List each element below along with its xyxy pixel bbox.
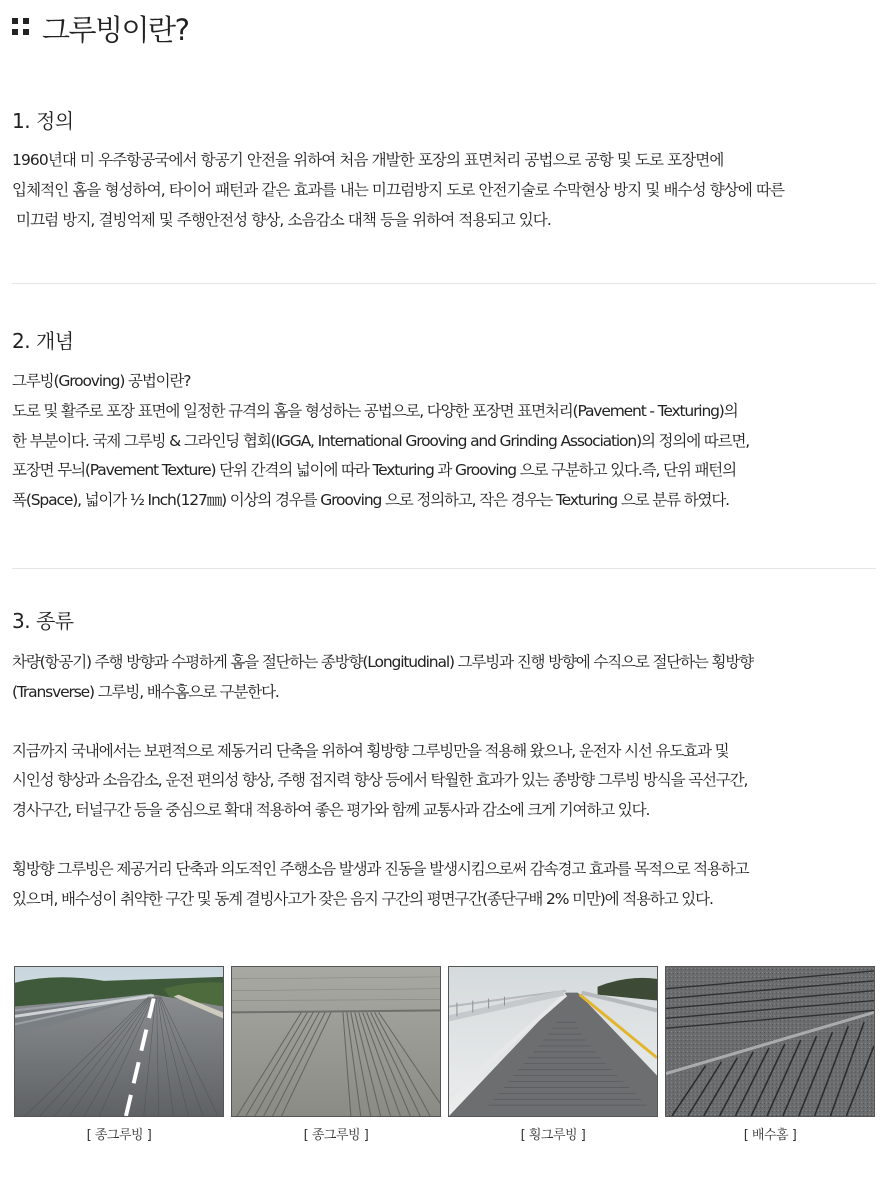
text-line: 한 부분이다. 국제 그루빙 & 그라인딩 협회(IGGA, International Grooving and Grinding Association)의 정의에 따르면, — [12, 431, 750, 450]
section-body — [12, 367, 880, 516]
road-longitudinal-grooving-photo — [14, 966, 224, 1117]
page-header — [12, 8, 188, 48]
text-line: 그루빙(Grooving) 공법이란? — [12, 372, 191, 390]
text-line: 포장면 무늬(Pavement Texture) 단위 간격의 넓이에 따라 Texturing 과 Grooving 으로 구분하고 있다.즉, 단위 패턴의 — [12, 461, 736, 480]
section-body — [12, 146, 880, 235]
pavement-longitudinal-grooving-photo — [231, 966, 441, 1117]
section-divider — [12, 283, 876, 284]
photo-caption: [ 종그루빙 ] — [86, 1128, 152, 1143]
grid-bullet-icon — [12, 18, 32, 38]
photo-gallery — [14, 966, 876, 1143]
text-line: 1960년대 미 우주항공국에서 항공기 안전을 위하여 처음 개발한 포장의 표면처리 공법으로 공항 및 도로 포장면에 — [12, 151, 724, 169]
section-concept — [12, 326, 880, 516]
section-heading: 2. 개념 — [12, 329, 74, 353]
text-line: 지금까지 국내에서는 보편적으로 제동거리 단축을 위하여 횡방향 그루빙만을 적용해 왔으나, 운전자 시선 유도효과 및 — [12, 741, 729, 760]
photo-caption: [ 배수홈 ] — [743, 1128, 797, 1143]
text-line: 횡방향 그루빙은 제공거리 단축과 의도적인 주행소음 발생과 진동을 발생시킴으로써 감속경고 효과를 목적으로 적용하고 — [12, 859, 749, 878]
section-heading: 3. 종류 — [12, 609, 74, 633]
text-line: 도로 및 활주로 포장 표면에 일정한 규격의 홈을 형성하는 공법으로, 다양한 포장면 표면처리(Pavement - Texturing)의 — [12, 401, 738, 420]
text-line: 미끄럼 방지, 결빙억제 및 주행안전성 향상, 소음감소 대책 등을 위하여 적용되고 있다. — [12, 210, 551, 229]
text-line: 입체적인 홈을 형성하여, 타이어 패턴과 같은 효과를 내는 미끄럼방지 도로 안전기술로 수막현상 방지 및 배수성 향상에 따른 — [12, 180, 785, 199]
text-line: 폭(Space), 넓이가 ½ Inch(127㎜) 이상의 경우를 Grooving 으로 정의하고, 작은 경우는 Texturing 으로 분류 하였다. — [12, 491, 729, 510]
photo-caption: [ 종그루빙 ] — [303, 1128, 369, 1143]
photo-caption: [ 횡그루빙 ] — [520, 1128, 586, 1143]
section-divider — [12, 568, 876, 569]
section-heading: 1. 정의 — [12, 109, 74, 133]
drainage-groove-photo — [665, 966, 875, 1117]
section-body — [12, 648, 880, 915]
section-types — [12, 606, 880, 915]
text-line: (Transverse) 그루빙, 배수홈으로 구분한다. — [12, 682, 279, 701]
text-line: 시인성 향상과 소음감소, 운전 편의성 향상, 주행 접지력 향상 등에서 탁월한 효과가 있는 종방향 그루빙 방식을 곡선구간, — [12, 771, 748, 790]
page-title: 그루빙이란? — [42, 12, 189, 47]
text-line: 경사구간, 터널구간 등을 중심으로 확대 적용하여 좋은 평가와 함께 교통사과 감소에 크게 기여하고 있다. — [12, 801, 650, 820]
section-definition — [12, 106, 880, 235]
bridge-transverse-grooving-photo — [448, 966, 658, 1117]
text-line: 있으며, 배수성이 취약한 구간 및 동계 결빙사고가 잦은 음지 구간의 평면구간(종단구배 2% 미만)에 적용하고 있다. — [12, 889, 713, 908]
text-line: 차량(항공기) 주행 방향과 수평하게 홈을 절단하는 종방향(Longitudinal) 그루빙과 진행 방향에 수직으로 절단하는 횡방향 — [12, 653, 753, 671]
